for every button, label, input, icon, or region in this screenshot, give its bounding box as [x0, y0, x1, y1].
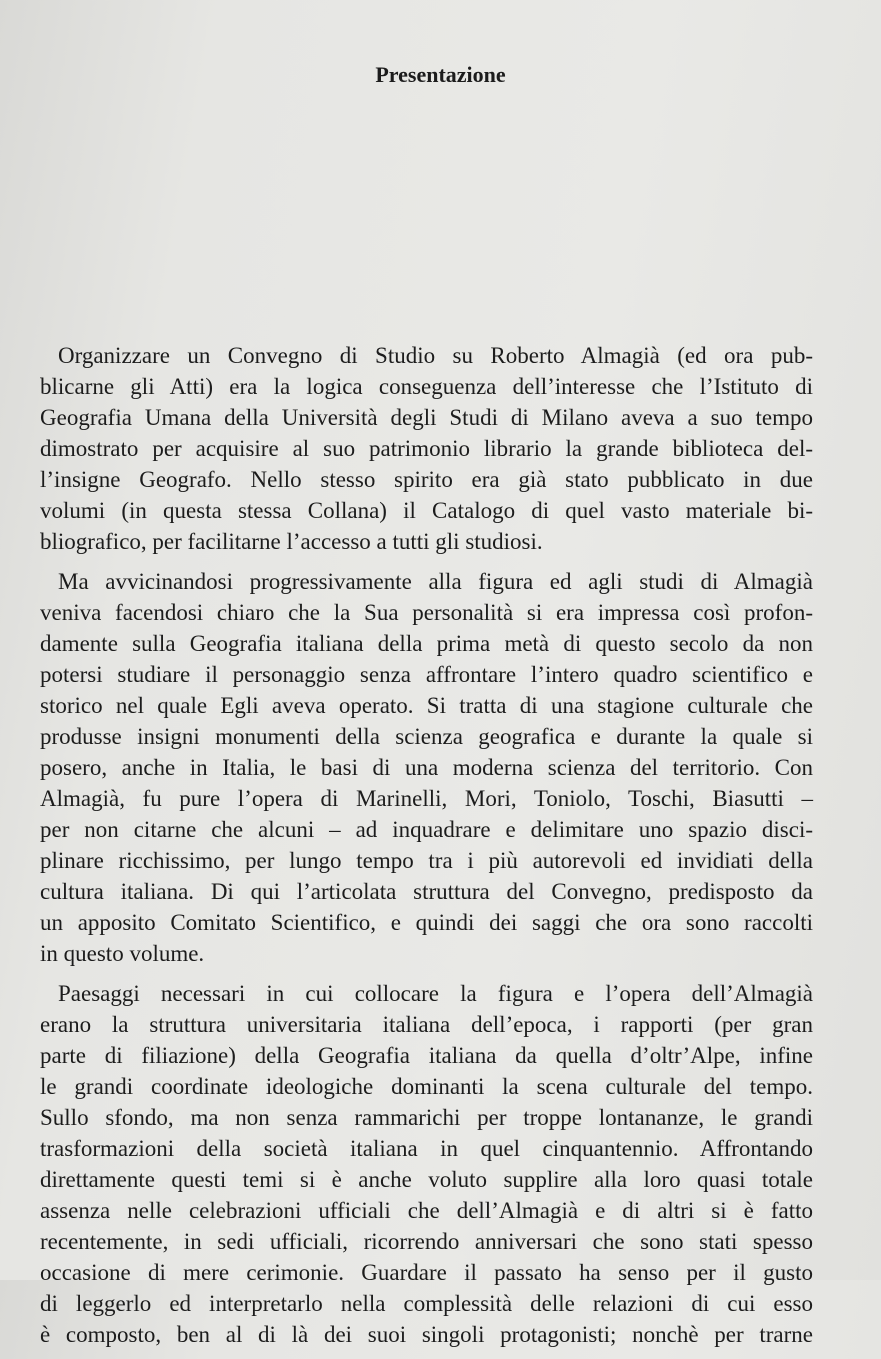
text-line: direttamente questi temi si è anche voluto supplire alla loro quasi totale — [40, 1167, 813, 1192]
text-line: blicarne gli Atti) era la logica conseguenza dell’interesse che l’Istituto di — [40, 374, 813, 399]
text-line: potersi studiare il personaggio senza affrontare l’intero quadro scientifico e — [40, 662, 813, 687]
text-line: erano la struttura universitaria italiana dell’epoca, i rapporti (per gran — [40, 1012, 813, 1037]
text-line: veniva facendosi chiaro che la Sua personalità si era impressa così profon- — [40, 600, 813, 625]
text-line: produsse insigni monumenti della scienza geografica e durante la quale si — [40, 724, 813, 749]
text-line: le grandi coordinate ideologiche dominanti la scena culturale del tempo. — [40, 1074, 813, 1099]
text-line: storico nel quale Egli aveva operato. Si tratta di una stagione culturale che — [40, 693, 813, 718]
text-line: cultura italiana. Di qui l’articolata struttura del Convegno, predisposto da — [40, 879, 813, 904]
paragraph — [40, 566, 813, 969]
text-line: parte di filiazione) della Geografia italiana da quella d’oltr’Alpe, infine — [40, 1043, 813, 1068]
text-line: di leggerlo ed interpretarlo nella complessità delle relazioni di cui esso — [40, 1291, 813, 1316]
text-line: occasione di mere cerimonie. Guardare il passato ha senso per il gusto — [40, 1260, 813, 1285]
text-line: in questo volume. — [40, 941, 205, 966]
text-line: Sullo sfondo, ma non senza rammarichi per troppe lontananze, le grandi — [40, 1105, 813, 1130]
text-line: Paesaggi necessari in cui collocare la figura e l’opera dell’Almagià — [58, 981, 813, 1006]
text-line: volumi (in questa stessa Collana) il Catalogo di quel vasto materiale bi- — [40, 498, 813, 523]
paragraph — [40, 978, 813, 1350]
text-line: posero, anche in Italia, le basi di una moderna scienza del territorio. Con — [40, 755, 813, 780]
text-line: un apposito Comitato Scientifico, e quindi dei saggi che ora sono raccolti — [40, 910, 813, 935]
text-line: l’insigne Geografo. Nello stesso spirito era già stato pubblicato in due — [40, 467, 813, 492]
text-line: trasformazioni della società italiana in quel cinquantennio. Affrontando — [40, 1136, 813, 1161]
paragraph — [40, 340, 813, 557]
text-line: Ma avvicinandosi progressivamente alla figura ed agli studi di Almagià — [58, 569, 813, 594]
text-line: damente sulla Geografia italiana della prima metà di questo secolo da non — [40, 631, 813, 656]
text-line: assenza nelle celebrazioni ufficiali che dell’Almagià e di altri si è fatto — [40, 1198, 813, 1223]
text-line: recentemente, in sedi ufficiali, ricorrendo anniversari che sono stati spesso — [40, 1229, 813, 1254]
text-line: è composto, ben al di là dei suoi singoli protagonisti; nonchè per trarne — [40, 1322, 813, 1347]
text-line: per non citarne che alcuni – ad inquadrare e delimitare uno spazio disci- — [40, 817, 813, 842]
text-line: Almagià, fu pure l’opera di Marinelli, Mori, Toniolo, Toschi, Biasutti – — [40, 786, 813, 811]
page-heading: Presentazione — [375, 62, 506, 87]
text-line: plinare ricchissimo, per lungo tempo tra i più autorevoli ed invidiati della — [40, 848, 813, 873]
text-line: Organizzare un Convegno di Studio su Roberto Almagià (ed ora pub- — [58, 343, 813, 368]
text-line: dimostrato per acquisire al suo patrimonio librario la grande biblioteca del- — [40, 436, 813, 461]
text-line: bliografico, per facilitarne l’accesso a tutti gli studiosi. — [40, 529, 543, 554]
text-line: Geografia Umana della Università degli Studi di Milano aveva a suo tempo — [40, 405, 813, 430]
body-text — [40, 340, 813, 1359]
